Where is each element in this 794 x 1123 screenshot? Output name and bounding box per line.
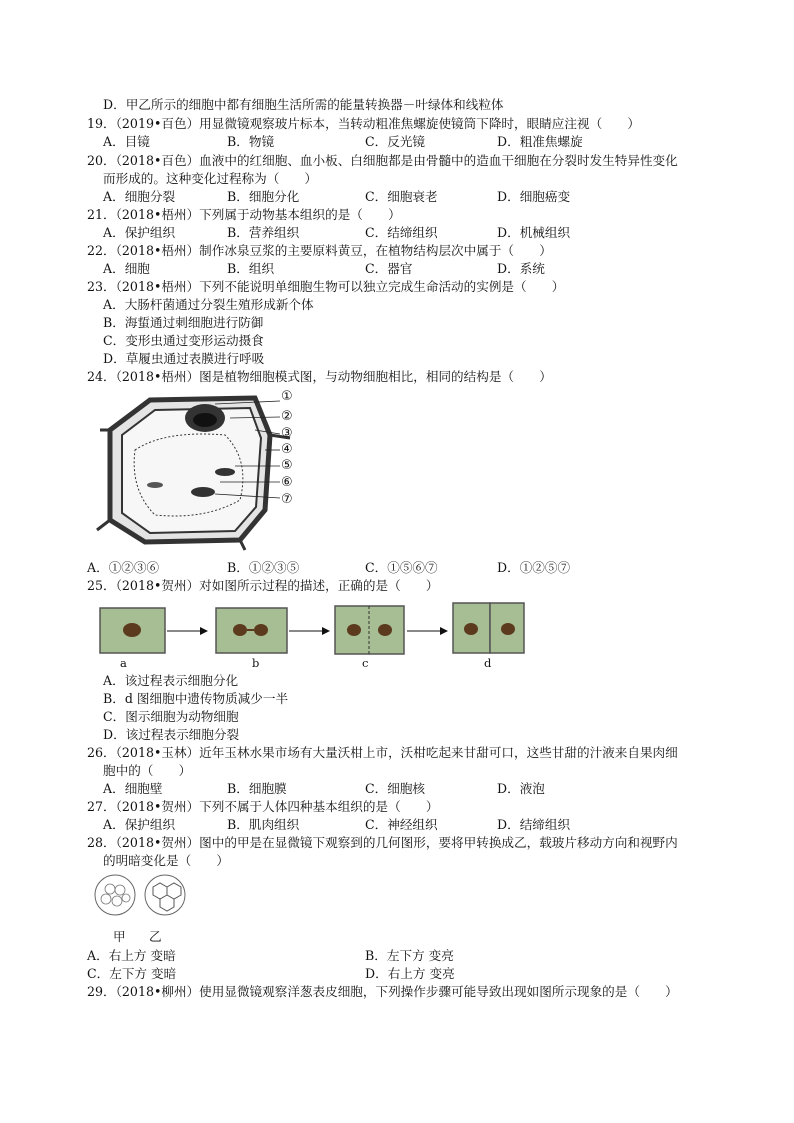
q22-option-b: B．组织 [227, 261, 275, 276]
q27-option-b: B．肌肉组织 [227, 817, 300, 832]
q24-option-c: C．①⑤⑥⑦ [365, 560, 438, 575]
cell-division-diagram [95, 598, 535, 658]
q21-option-b: B．营养组织 [227, 225, 300, 240]
q25-stem: 25．（2018•贺州）对如图所示过程的描述，正确的是（ ） [87, 578, 439, 593]
label-yi: 乙 [149, 929, 162, 944]
q23-option-b: B．海蜇通过刺细胞进行防御 [103, 315, 264, 330]
q22-option-a: A．细胞 [103, 261, 150, 276]
label-a: a [120, 656, 127, 670]
q21-option-a: A．保护组织 [103, 225, 176, 240]
q23-option-d: D．草履虫通过表膜进行呼吸 [103, 351, 265, 366]
q20-option-b: B．细胞分化 [227, 189, 300, 204]
q22-option-c: C．器官 [365, 261, 413, 276]
q23-stem: 23．（2018•梧州）下列不能说明单细胞生物可以独立完成生命活动的实例是（ ） [87, 279, 565, 294]
label-4: ④ [281, 442, 293, 457]
q28-option-a: A．右上方 变暗 [87, 948, 176, 963]
q23-option-c: C．变形虫通过变形运动摄食 [103, 333, 264, 348]
q19-option-c: C．反光镜 [365, 134, 426, 149]
q24-option-d: D．①②⑤⑦ [497, 560, 571, 575]
q20-option-d: D．细胞癌变 [497, 189, 571, 204]
q25-option-c: C．图示细胞为动物细胞 [103, 709, 239, 724]
q27-stem: 27．（2018•贺州）下列不属于人体四种基本组织的是（ ） [87, 799, 439, 814]
label-1: ① [281, 389, 293, 404]
q25-option-d: D．该过程表示细胞分裂 [103, 727, 240, 742]
q26-stem-line2: 胞中的（ ） [103, 763, 192, 778]
q26-stem-line1: 26．（2018•玉林）近年玉林水果市场有大量沃柑上市，沃柑吃起来甘甜可口，这些甘甜的汁液来自果肉细 [87, 745, 678, 760]
q28-stem-line2: 的明暗变化是（ ） [103, 853, 229, 868]
label-6: ⑥ [281, 475, 293, 490]
q26-option-d: D．液泡 [497, 781, 545, 796]
q24-stem: 24．（2018•梧州）图是植物细胞模式图，与动物细胞相比，相同的结构是（ ） [87, 369, 552, 384]
q28-option-d: D．右上方 变亮 [365, 966, 455, 981]
q19-option-b: B．物镜 [227, 134, 275, 149]
q21-option-c: C．结缔组织 [365, 225, 438, 240]
q26-option-b: B．细胞膜 [227, 781, 287, 796]
q20-option-c: C．细胞衰老 [365, 189, 438, 204]
q22-option-d: D．系统 [497, 261, 545, 276]
q26-option-c: C．细胞核 [365, 781, 426, 796]
label-2: ② [281, 409, 293, 424]
q24-option-a: A．①②③⑥ [87, 560, 160, 575]
q28-option-c: C．左下方 变暗 [87, 966, 177, 981]
q24-option-b: B．①②③⑤ [227, 560, 300, 575]
q25-option-b: B．d 图细胞中遗传物质减少一半 [103, 691, 289, 706]
label-jia: 甲 [113, 929, 126, 944]
q29-stem: 29．（2018•柳州）使用显微镜观察洋葱表皮细胞，下列操作步骤可能导致出现如图所示现象的是（ ） [87, 984, 678, 999]
q28-stem-line1: 28．（2018•贺州）图中的甲是在显微镜下观察到的几何图形，要将甲转换成乙，载玻片移动方向和视野内 [87, 835, 678, 850]
microscope-views-diagram [93, 873, 193, 923]
q19-option-d: D．粗准焦螺旋 [497, 134, 583, 149]
plant-cell-diagram [95, 390, 295, 550]
q21-option-d: D．机械组织 [497, 225, 571, 240]
q20-stem-line2: 而形成的。这种变化过程称为（ ） [103, 171, 318, 186]
q20-option-a: A．细胞分裂 [103, 189, 176, 204]
q27-option-d: D．结缔组织 [497, 817, 571, 832]
q27-option-c: C．神经组织 [365, 817, 438, 832]
q18-option-d: D．甲乙所示的细胞中都有细胞生活所需的能量转换器－叶绿体和线粒体 [103, 97, 504, 112]
q28-option-b: B．左下方 变亮 [365, 948, 454, 963]
label-7: ⑦ [281, 492, 293, 507]
q25-option-a: A．该过程表示细胞分化 [103, 673, 239, 688]
q27-option-a: A．保护组织 [103, 817, 176, 832]
q19-option-a: A．目镜 [103, 134, 150, 149]
q21-stem: 21．（2018•梧州）下列属于动物基本组织的是（ ） [87, 207, 401, 222]
label-b: b [252, 656, 260, 670]
q26-option-a: A．细胞壁 [103, 781, 163, 796]
q22-stem: 22．（2018•梧州）制作冰泉豆浆的主要原料黄豆，在植物结构层次中属于（ ） [87, 243, 552, 258]
q23-option-a: A．大肠杆菌通过分裂生殖形成新个体 [103, 297, 314, 312]
label-d: d [484, 656, 492, 670]
label-c: c [362, 656, 369, 670]
label-5: ⑤ [281, 458, 293, 473]
q19-stem: 19．（2019•百色）用显微镜观察玻片标本，当转动粗准焦螺旋使镜筒下降时，眼睛应注视（ ） [87, 116, 640, 131]
q20-stem-line1: 20．（2018•百色）血液中的红细胞、血小板、白细胞都是由骨髓中的造血干细胞在分裂时发生特异性变化 [87, 153, 678, 168]
label-3: ③ [281, 426, 293, 441]
